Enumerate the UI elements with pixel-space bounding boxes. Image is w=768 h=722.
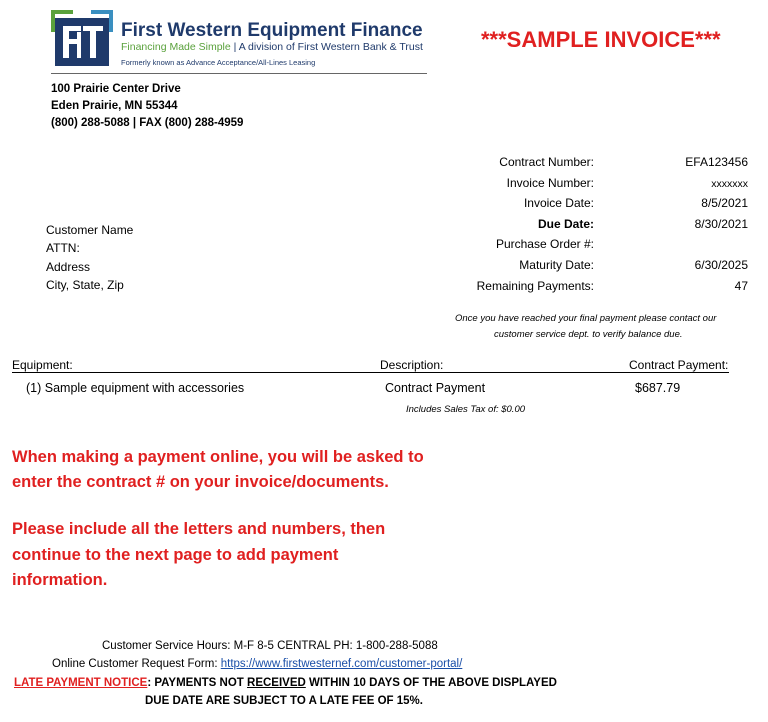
late-payment-line-2: DUE DATE ARE SUBJECT TO A LATE FEE OF 15%. [145, 695, 423, 707]
sample-invoice-title: ***SAMPLE INVOICE*** [481, 27, 721, 52]
contract-number-value: EFA123456 [685, 155, 748, 169]
instruction-line-5: information. [12, 571, 108, 589]
customer-request-label: Online Customer Request Form: [52, 658, 221, 670]
customer-address: Address [46, 260, 91, 274]
customer-request-form [52, 658, 462, 670]
tagline-green: Financing Made Simple [121, 41, 231, 53]
tagline-blue: | A division of First Western Bank & Trust [230, 41, 423, 53]
company-name: First Western Equipment Finance [121, 20, 423, 41]
instruction-line-1: When making a payment online, you will be asked to [12, 448, 424, 466]
customer-city: City, State, Zip [46, 278, 124, 292]
address-line-2: Eden Prairie, MN 55344 [51, 100, 178, 112]
remaining-payments-label: Remaining Payments: [476, 279, 594, 293]
customer-service-hours: Customer Service Hours: M-F 8-5 CENTRAL PH: 1-800-288-5088 [102, 640, 438, 652]
maturity-date-label: Maturity Date: [519, 258, 594, 272]
late-payment-notice [14, 677, 557, 689]
late-payment-text-b: WITHIN 10 DAYS OF THE ABOVE DISPLAYED [305, 677, 557, 689]
contract-payment-cell: $687.79 [635, 381, 681, 395]
customer-attn: ATTN: [46, 241, 80, 255]
description-column-header: Description: [380, 358, 444, 372]
company-formerly: Formerly known as Advance Acceptance/All-Lines Leasing [121, 58, 316, 67]
late-payment-text-a: PAYMENTS NOT [154, 677, 248, 689]
invoice-number-value: xxxxxxx [711, 178, 748, 190]
description-cell: Contract Payment [385, 381, 486, 395]
final-payment-note-line-2: customer service dept. to verify balance due. [494, 329, 683, 340]
header-divider [51, 73, 427, 74]
late-payment-colon: : [147, 677, 155, 689]
table-header-rule [12, 372, 729, 373]
sales-tax-note: Includes Sales Tax of: $0.00 [406, 404, 526, 415]
instruction-line-4: continue to the next page to add payment [12, 546, 339, 564]
equipment-column-header: Equipment: [12, 358, 73, 372]
due-date-label: Due Date: [537, 217, 594, 231]
due-date-value: 8/30/2021 [694, 217, 748, 231]
customer-portal-link[interactable]: https://www.firstwesternef.com/customer-portal/ [220, 658, 463, 670]
contract-payment-column-header: Contract Payment: [629, 358, 729, 372]
contract-number-label: Contract Number: [499, 155, 594, 169]
invoice-date-label: Invoice Date: [523, 196, 594, 210]
address-phone: (800) 288-5088 | FAX (800) 288-4959 [51, 117, 244, 129]
equipment-cell: (1) Sample equipment with accessories [26, 381, 245, 395]
company-tagline [121, 41, 423, 53]
final-payment-note-line-1: Once you have reached your final payment please contact our [455, 313, 717, 324]
address-line-1: 100 Prairie Center Drive [51, 83, 181, 95]
remaining-payments-value: 47 [734, 279, 748, 293]
purchase-order-label: Purchase Order #: [495, 237, 594, 251]
customer-name: Customer Name [46, 223, 134, 237]
late-payment-label: LATE PAYMENT NOTICE [14, 677, 148, 689]
invoice-number-label: Invoice Number: [506, 176, 594, 190]
instruction-line-3: Please include all the letters and numbers, then [12, 520, 386, 538]
company-logo-icon [51, 10, 113, 68]
invoice-date-value: 8/5/2021 [701, 196, 748, 210]
maturity-date-value: 6/30/2025 [694, 258, 748, 272]
instruction-line-2: enter the contract # on your invoice/documents. [12, 473, 389, 491]
late-payment-received: RECEIVED [247, 677, 306, 689]
